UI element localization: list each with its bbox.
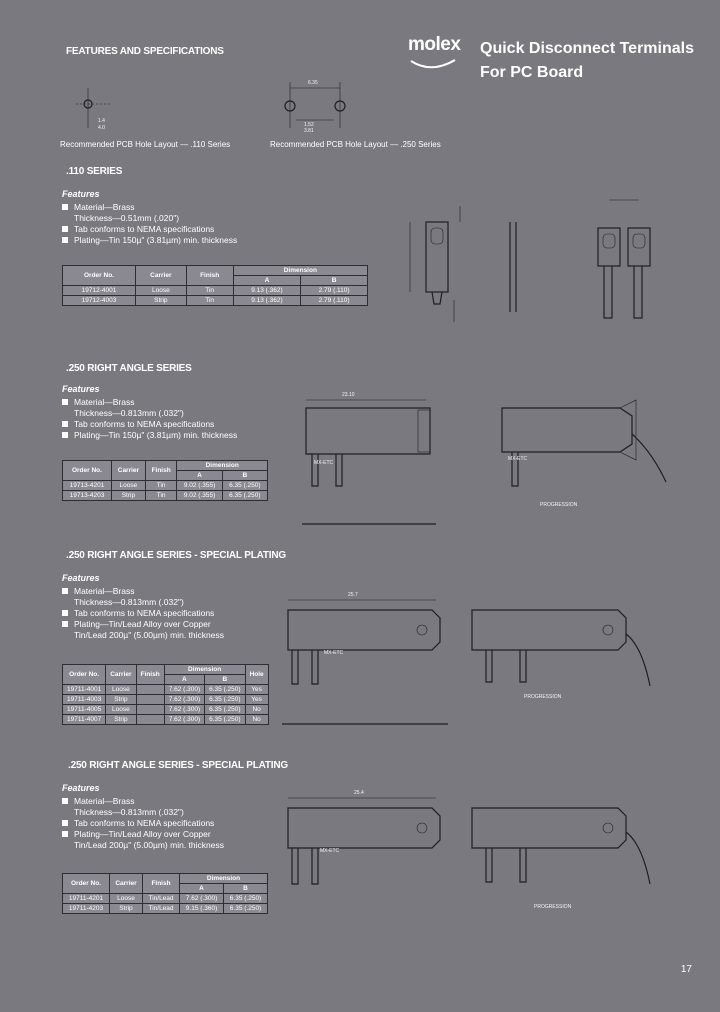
series-250sp2-feature-list [62, 796, 292, 851]
feature-bullet: Plating—Tin/Lead Alloy over Copper [62, 829, 292, 840]
features-specs-heading: FEATURES AND SPECIFICATIONS [66, 46, 224, 57]
series-250sp1-features-label: Features [62, 573, 100, 583]
feature-bullet: Tab conforms to NEMA specifications [62, 224, 292, 235]
table-row: 19712-4003 Strip Tin 9.13 (.362) 2.79 (.110) [63, 296, 368, 306]
table-row: 19712-4001 Loose Tin 9.13 (.362) 2.79 (.110) [63, 286, 368, 296]
series-250ra-spec-table: Order No. Carrier Finish Dimension A B 19713-4201 Loose Tin 9.02 (.355) 6.35 (.250) 19713-4203 Strip Tin 9.02 (.355) 6.35 (.250) [62, 460, 268, 501]
drawing-progression-label: PROGRESSION [534, 904, 572, 910]
table-row: 19711-4005 Loose 7.62 (.300) 6.35 (.250) No [63, 705, 269, 715]
series-250sp1-drawing [272, 586, 692, 736]
table-row: 19711-4203 Strip Tin/Lead 9.15 (.360) 6.35 (.250) [63, 904, 268, 914]
drawing-progression-label: PROGRESSION [540, 502, 578, 508]
table-row: 19711-4201 Loose Tin/Lead 7.62 (.300) 6.35 (.250) [63, 894, 268, 904]
drawing-dim-label: 25.4 [354, 790, 364, 796]
series-250sp1-feature-list [62, 586, 292, 641]
dim-250-c: 3.81 [304, 128, 314, 134]
feature-bullet: Material—Brass [62, 796, 292, 807]
drawing-part-label: MX-ETC [324, 650, 344, 656]
table-row: 19711-4001 Loose 7.62 (.300) 6.35 (.250) Yes [63, 685, 269, 695]
feature-continuation: Tin/Lead 200µ" (5.00µm) min. thickness [74, 840, 224, 850]
feature-bullet: Tab conforms to NEMA specifications [62, 419, 292, 430]
feature-continuation: Thickness—0.813mm (.032") [74, 597, 184, 607]
feature-continuation: Thickness—0.51mm (.020") [74, 213, 180, 223]
feature-bullet: Plating—Tin 150µ" (3.81µm) min. thickness [62, 430, 292, 441]
pcb-hole-layout-110-drawing [72, 88, 122, 136]
series-250sp1-spec-table: Order No. Carrier Finish Dimension Hole A B 19711-4001 Loose 7.62 (.300) 6.35 (.250) Yes 19711-4003 Strip 7.62 (.300) 6.35 (.250) Yes 19711-4005 Loose 7.62 (.300) 6.35 (.250) No 19711-4007 Strip 7.62 (.300) 6.35 (.250) No [62, 664, 269, 725]
page-title-line2: For PC Board [480, 64, 584, 81]
series-250sp2-title: .250 RIGHT ANGLE SERIES - SPECIAL PLATING [68, 760, 288, 771]
table-row: 19713-4201 Loose Tin 9.02 (.355) 6.35 (.250) [63, 481, 268, 491]
series-110-feature-list [62, 202, 292, 246]
drawing-dim-label: 23.10 [342, 392, 355, 398]
drawing-dim-label: 25.7 [348, 592, 358, 598]
dim-250-a: 6.35 [308, 80, 318, 86]
series-250ra-feature-list [62, 397, 292, 441]
table-row: 19713-4203 Strip Tin 9.02 (.355) 6.35 (.250) [63, 491, 268, 501]
series-110-drawing [390, 192, 680, 342]
feature-continuation: Thickness—0.813mm (.032") [74, 807, 184, 817]
feature-bullet: Material—Brass [62, 202, 292, 213]
drawing-part-label: MX-ETC [320, 848, 340, 854]
series-250ra-title: .250 RIGHT ANGLE SERIES [66, 363, 192, 374]
caption-110-layout: Recommended PCB Hole Layout — .110 Series [60, 140, 231, 149]
feature-bullet: Material—Brass [62, 397, 292, 408]
drawing-part-label: MX-ETC [314, 460, 334, 466]
series-250sp1-title: .250 RIGHT ANGLE SERIES - SPECIAL PLATING [66, 550, 286, 561]
dim-250-b: 1.52 [304, 122, 314, 128]
series-110-spec-table: Order No. Carrier Finish Dimension A B 19712-4001 Loose Tin 9.13 (.362) 2.79 (.110) 19712-4003 Strip Tin 9.13 (.362) 2.79 (.110) [62, 265, 368, 306]
feature-bullet: Plating—Tin/Lead Alloy over Copper [62, 619, 292, 630]
table-row: 19711-4003 Strip 7.62 (.300) 6.35 (.250) Yes [63, 695, 269, 705]
pcb-hole-layout-250-drawing [274, 76, 364, 136]
page-number: 17 [680, 964, 692, 975]
series-250sp2-spec-table: Order No. Carrier Finish Dimension A B 19711-4201 Loose Tin/Lead 7.62 (.300) 6.35 (.250) 19711-4203 Strip Tin/Lead 9.15 (.360) 6.35 (.250) [62, 873, 268, 914]
drawing-progression-label: PROGRESSION [524, 694, 562, 700]
feature-continuation: Thickness—0.813mm (.032") [74, 408, 184, 418]
feature-bullet: Material—Brass [62, 586, 292, 597]
drawing-part-label: MX-ETC [508, 456, 528, 462]
molex-logo-swoosh [409, 58, 459, 72]
series-110-title: .110 SERIES [66, 166, 123, 177]
feature-bullet: Tab conforms to NEMA specifications [62, 608, 292, 619]
table-row: 19711-4007 Strip 7.62 (.300) 6.35 (.250) No [63, 715, 269, 725]
series-250sp2-drawing [272, 784, 692, 924]
series-250ra-drawing [286, 386, 686, 536]
caption-250-layout: Recommended PCB Hole Layout — .250 Series [270, 140, 441, 149]
feature-continuation: Tin/Lead 200µ" (5.00µm) min. thickness [74, 630, 224, 640]
dim-110-a: 1.4 [98, 118, 105, 124]
feature-bullet: Tab conforms to NEMA specifications [62, 818, 292, 829]
series-110-features-label: Features [62, 189, 100, 199]
series-250ra-features-label: Features [62, 384, 100, 394]
page-title-line1: Quick Disconnect Terminals [480, 40, 694, 57]
series-250sp2-features-label: Features [62, 783, 100, 793]
feature-bullet: Plating—Tin 150µ" (3.81µm) min. thickness [62, 235, 292, 246]
molex-logo: molex [408, 34, 461, 55]
dim-110-b: 4.0 [98, 125, 105, 131]
page-title [480, 37, 694, 85]
